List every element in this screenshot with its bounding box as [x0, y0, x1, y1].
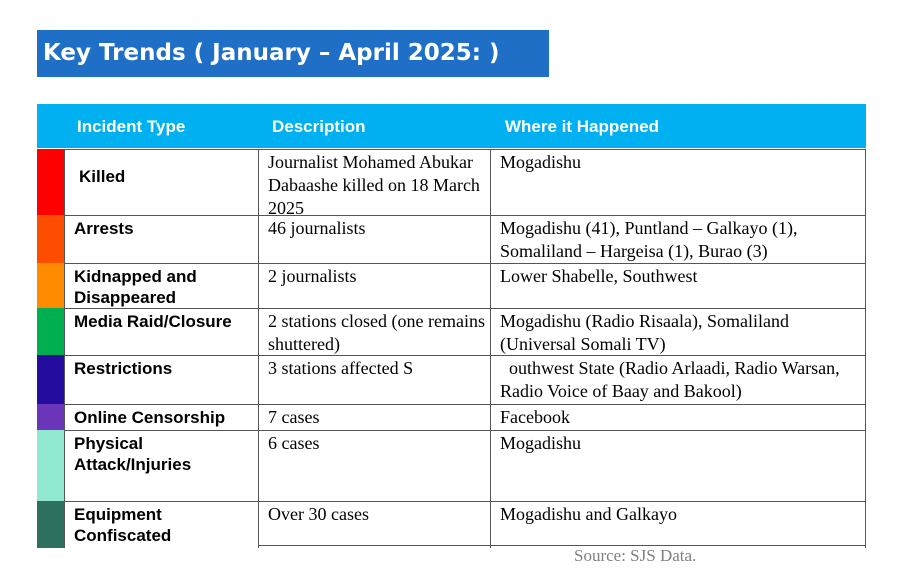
location-cell: Mogadishu — [490, 430, 866, 501]
row-color-stripe — [37, 501, 64, 548]
incident-type-cell: Equipment Confiscated — [64, 501, 258, 548]
row-color-stripe — [37, 355, 64, 404]
location-cell: Mogadishu (Radio Risaala), Somaliland (Universal Somali TV) — [490, 308, 866, 355]
incident-type-cell: Online Censorship — [64, 404, 258, 430]
location-cell: outhwest State (Radio Arlaadi, Radio Warsan, Radio Voice of Baay and Bakool) — [490, 355, 866, 404]
incident-type-cell: Kidnapped and Disappeared — [64, 263, 258, 308]
location-cell: Facebook — [490, 404, 866, 430]
page-title: Key Trends ( January – April 2025: ) — [37, 30, 549, 77]
incident-type-cell: Physical Attack/Injuries — [64, 430, 258, 501]
location-cell: Mogadishu (41), Puntland – Galkayo (1), Somaliland – Hargeisa (1), Burao (3) — [490, 215, 866, 263]
incident-type-cell: Arrests — [64, 215, 258, 263]
source-note: Source: SJS Data. — [574, 546, 697, 565]
row-color-stripe — [37, 149, 64, 215]
description-cell: 6 cases — [258, 430, 490, 501]
location-cell: Mogadishu and Galkayo — [490, 501, 866, 548]
row-color-stripe — [37, 215, 64, 263]
location-cell: Lower Shabelle, Southwest — [490, 263, 866, 308]
description-cell: 2 journalists — [258, 263, 490, 308]
incident-type-cell: Killed — [64, 149, 258, 215]
incident-type-cell: Media Raid/Closure — [64, 308, 258, 355]
description-cell: Journalist Mohamed Abukar Dabaashe killed on 18 March 2025 — [258, 149, 490, 215]
description-cell: 7 cases — [258, 404, 490, 430]
table-bottom-border — [258, 545, 866, 546]
description-cell: 3 stations affected S — [258, 355, 490, 404]
header-where: Where it Happened — [505, 117, 659, 136]
row-color-stripe — [37, 404, 64, 430]
table-header — [37, 104, 866, 148]
row-color-stripe — [37, 430, 64, 501]
row-color-stripe — [37, 263, 64, 308]
description-cell: Over 30 cases — [258, 501, 490, 548]
description-cell: 46 journalists — [258, 215, 490, 263]
header-incident-type: Incident Type — [77, 117, 186, 136]
description-cell: 2 stations closed (one remains shuttered) — [258, 308, 490, 355]
incident-type-cell: Restrictions — [64, 355, 258, 404]
row-color-stripe — [37, 308, 64, 355]
location-cell: Mogadishu — [490, 149, 866, 215]
header-description: Description — [272, 117, 366, 136]
